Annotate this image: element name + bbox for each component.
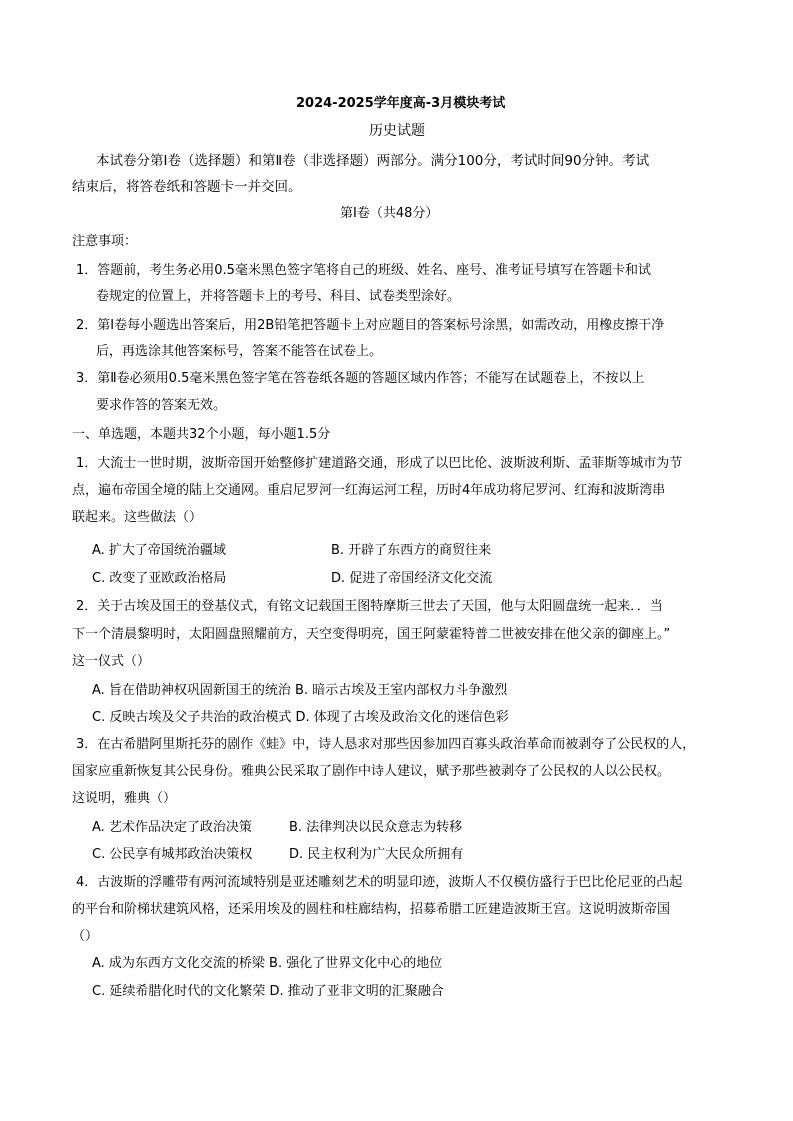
exam-title: 2024-2025学年度高-3月模块考试 [296,96,506,111]
subject-title: 历史试题 [369,123,425,139]
intro-line-2: 结束后，将答卷纸和答题卡一并交回。 [72,179,302,195]
question-1-stem-line-1: 1．大流士一世时期，波斯帝国开始整修扩建道路交通，形成了以巴比伦、波斯波利斯、孟菲斯等城市为节 [76,456,683,471]
question-3-stem-line-3: 这说明，雅典（） [72,791,177,806]
question-3-option-c: C. 公民享有城邦政治决策权 [92,847,253,862]
question-1-stem-line-3: 联起来。这些做法（） [72,510,203,525]
question-4-stem-line-3: （） [72,929,99,944]
note-item-1-line-2: 卷规定的位置上，并将答题卡上的考号、科目、试卷类型涂好。 [96,289,461,304]
question-2-options-cd: C. 反映古埃及父子共治的政治模式 D. 体现了古埃及政治文化的迷信色彩 [92,710,509,725]
section-heading: 一、单选题，本题共32个小题，每小题1.5分 [72,427,331,442]
question-1-option-d: D. 促进了帝国经济文化交流 [331,571,493,586]
part-heading: 第Ⅰ卷（共48分） [340,206,439,221]
question-4-stem-line-2: 的平台和阶梯状建筑风格，还采用埃及的圆柱和柱廊结构，招募希腊工匠建造波斯王宫。这说明波斯帝国 [72,902,671,917]
question-2-options-ab: A. 旨在借助神权巩固新国王的统治 B. 暗示古埃及王室内部权力斗争激烈 [92,683,508,698]
question-1-option-b: B. 开辟了东西方的商贸往来 [331,543,492,558]
notes-heading: 注意事项： [72,234,138,249]
note-item-2-line-1: 2．第Ⅰ卷每小题选出答案后，用2B铅笔把答题卡上对应题目的答案标号涂黑，如需改动，用橡皮擦干净 [76,318,665,333]
note-item-2-line-2: 后，再选涂其他答案标号，答案不能答在试卷上。 [96,344,383,359]
question-4-options-cd: C. 延续希腊化时代的文化繁荣 D. 推动了亚非文明的汇聚融合 [92,984,444,999]
question-3-option-b: B. 法律判决以民众意志为转移 [289,820,463,835]
intro-line-1: 本试卷分第Ⅰ卷（选择题）和第Ⅱ卷（非选择题）两部分。满分100分，考试时间90分钟。考试 [96,153,650,169]
question-3-stem-line-2: 国家应重新恢复其公民身份。雅典公民采取了剧作中诗人建议，赋予那些被剥夺了公民权的人以公民权。 [72,764,671,779]
question-4-options-ab: A. 成为东西方文化交流的桥梁 B. 强化了世界文化中心的地位 [92,956,443,971]
question-3-option-d: D. 民主权利为广大民众所拥有 [289,847,464,862]
question-3-option-a: A. 艺术作品决定了政治决策 [92,820,252,835]
note-item-3-line-1: 3．第Ⅱ卷必须用0.5毫米黑色签字笔在答卷纸各题的答题区域内作答；不能写在试题卷上，不按以上 [76,371,645,386]
question-3-stem-line-1: 3．在古希腊阿里斯托芬的剧作《蛙》中，诗人恳求对那些因参加四百寡头政治革命而被剥夺了公民权的人， [76,737,696,752]
note-item-3-line-2: 要求作答的答案无效。 [96,398,227,413]
question-2-stem-line-2: 下一个清晨黎明时，太阳圆盘照耀前方，天空变得明亮，国王阿蒙霍特普二世被安排在他父亲的御座上。” [72,627,671,642]
question-1-option-c: C. 改变了亚欧政治格局 [92,571,227,586]
question-1-stem-line-2: 点，遍布帝国全境的陆上交通网。重启尼罗河一红海运河工程，历时4年成功将尼罗河、红海和波斯湾串 [72,483,666,498]
question-4-stem-line-1: 4．古波斯的浮雕带有两河流域特别是亚述雕刻艺术的明显印迹，波斯人不仅模仿盛行于巴比伦尼亚的凸起 [76,875,683,890]
question-2-stem-line-1: 2．关于古埃及国王的登基仪式，有铭文记载国王图特摩斯三世去了天国，他与太阳圆盘统一起来．．当 [76,599,663,614]
question-2-stem-line-3: 这一仪式（） [72,654,151,669]
question-1-option-a: A. 扩大了帝国统治疆域 [92,543,226,558]
note-item-1-line-1: 1．答题前，考生务必用0.5毫米黑色签字笔将自己的班级、姓名、座号、准考证号填写在答题卡和试 [76,263,651,278]
